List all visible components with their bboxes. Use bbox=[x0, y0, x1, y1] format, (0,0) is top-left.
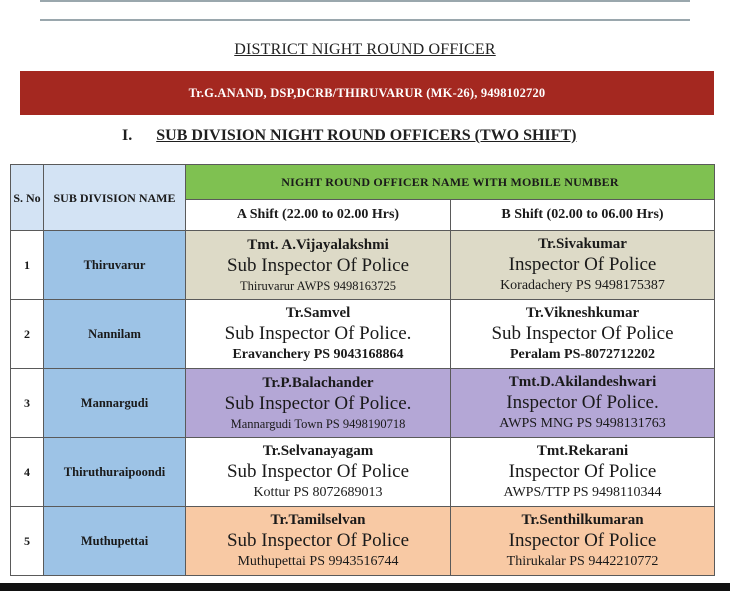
officer-name: Tr.P.Balachander bbox=[262, 374, 374, 391]
officer-rank: Sub Inspector Of Police. bbox=[224, 392, 412, 414]
shift-b-cell bbox=[451, 369, 715, 438]
row-sub-division: Thiruvarur bbox=[44, 231, 186, 300]
officer-name: Tr.Senthilkumaran bbox=[521, 512, 644, 528]
officer-rank: Inspector Of Police. bbox=[506, 392, 659, 413]
officer-name: Tmt. A.Vijayalakshmi bbox=[247, 236, 389, 253]
shift-a-cell bbox=[186, 231, 451, 300]
officer-name: Tr.Samvel bbox=[285, 305, 351, 321]
header-sub-division: SUB DIVISION NAME bbox=[44, 165, 186, 231]
header-shift-a: A Shift (22.00 to 02.00 Hrs) bbox=[186, 200, 451, 231]
officer-station-phone: Kottur PS 8072689013 bbox=[253, 485, 383, 500]
officer-rank: Inspector Of Police bbox=[508, 254, 657, 275]
shift-a-cell bbox=[186, 507, 451, 576]
row-sub-division: Nannilam bbox=[44, 300, 186, 369]
row-sub-division: Muthupettai bbox=[44, 507, 186, 576]
officer-station-phone: Koradachery PS 9498175387 bbox=[500, 278, 665, 293]
document-title: DISTRICT NIGHT ROUND OFFICER bbox=[234, 41, 496, 58]
header-sno: S. No bbox=[11, 165, 44, 231]
shift-a-cell bbox=[186, 300, 451, 369]
officer-station-phone: Eravanchery PS 9043168864 bbox=[232, 347, 404, 362]
row-sno: 3 bbox=[11, 369, 44, 438]
officer-station-phone: AWPS/TTP PS 9498110344 bbox=[503, 485, 662, 500]
table-header-row bbox=[11, 165, 715, 200]
section-title: SUB DIVISION NIGHT ROUND OFFICERS (TWO SHIFT) bbox=[156, 127, 577, 144]
officer-name: Tmt.D.Akilandeshwari bbox=[508, 374, 657, 390]
row-sno: 5 bbox=[11, 507, 44, 576]
row-sno: 4 bbox=[11, 438, 44, 507]
table-row bbox=[11, 231, 715, 300]
officer-station-phone: Thirukalar PS 9442210772 bbox=[506, 554, 659, 569]
shift-a-cell bbox=[186, 369, 451, 438]
officer-station-phone: Thiruvarur AWPS 9498163725 bbox=[240, 278, 396, 293]
officer-rank: Inspector Of Police bbox=[508, 530, 657, 551]
table-row bbox=[11, 369, 715, 438]
officer-name: Tr.Vikneshkumar bbox=[525, 305, 640, 321]
shift-b-cell bbox=[451, 300, 715, 369]
table-row bbox=[11, 438, 715, 507]
night-round-table bbox=[10, 164, 715, 576]
shift-b-cell bbox=[451, 438, 715, 507]
district-officer-text: Tr.G.ANAND, DSP,DCRB/THIRUVARUR (MK-26), 9498102720 bbox=[188, 85, 546, 100]
table-row bbox=[11, 507, 715, 576]
officer-name: Tmt.Rekarani bbox=[536, 443, 629, 459]
officer-station-phone: Peralam PS-8072712202 bbox=[509, 347, 656, 362]
section-heading bbox=[122, 127, 576, 145]
officer-station-phone: AWPS MNG PS 9498131763 bbox=[499, 416, 666, 431]
officer-name: Tr.Selvanayagam bbox=[262, 443, 374, 459]
header-officer-title: NIGHT ROUND OFFICER NAME WITH MOBILE NUMBER bbox=[186, 165, 715, 200]
row-sno: 1 bbox=[11, 231, 44, 300]
section-number: I. bbox=[122, 127, 133, 144]
district-officer-banner bbox=[20, 71, 714, 115]
row-sub-division: Mannargudi bbox=[44, 369, 186, 438]
officer-station-phone: Muthupettai PS 9943516744 bbox=[237, 554, 399, 569]
table-row bbox=[11, 300, 715, 369]
shift-b-cell bbox=[451, 507, 715, 576]
top-divider-2 bbox=[40, 19, 690, 21]
shift-b-cell bbox=[451, 231, 715, 300]
row-sno: 2 bbox=[11, 300, 44, 369]
header-shift-b: B Shift (02.00 to 06.00 Hrs) bbox=[451, 200, 715, 231]
officer-name: Tr.Tamilselvan bbox=[270, 512, 366, 528]
officer-rank: Sub Inspector Of Police bbox=[491, 323, 674, 344]
officer-rank: Sub Inspector Of Police bbox=[226, 530, 410, 551]
top-divider bbox=[40, 0, 690, 2]
shift-a-cell bbox=[186, 438, 451, 507]
officer-station-phone: Mannargudi Town PS 9498190718 bbox=[230, 416, 406, 431]
officer-rank: Sub Inspector Of Police bbox=[226, 461, 410, 482]
officer-rank: Sub Inspector Of Police. bbox=[224, 323, 412, 344]
officer-rank: Inspector Of Police bbox=[508, 461, 657, 482]
officer-name: Tr.Sivakumar bbox=[538, 236, 627, 252]
row-sub-division: Thiruthuraipoondi bbox=[44, 438, 186, 507]
officer-rank: Sub Inspector Of Police bbox=[226, 254, 410, 276]
bottom-edge-bar bbox=[0, 583, 730, 591]
